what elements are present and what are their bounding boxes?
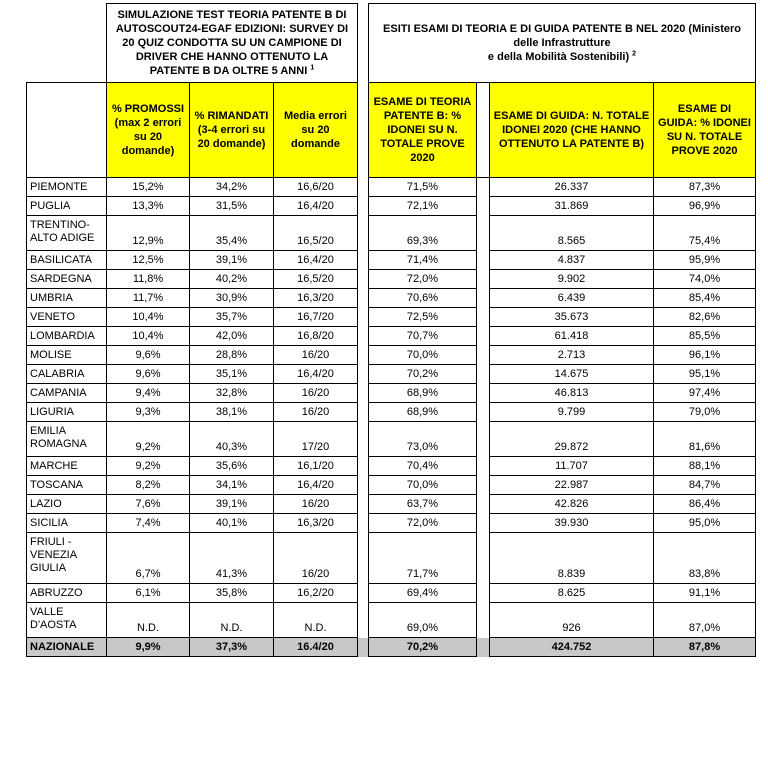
idonei-cell: 46.813 [490, 384, 654, 403]
region-cell: VENETO [27, 308, 107, 327]
rimandati-cell: 31,5% [190, 197, 274, 216]
gap-cell [358, 327, 369, 346]
guida-cell: 85,5% [654, 327, 756, 346]
teoria-cell: 63,7% [369, 495, 477, 514]
region-cell: SARDEGNA [27, 270, 107, 289]
media-cell: 16,6/20 [274, 178, 358, 197]
region-cell: CAMPANIA [27, 384, 107, 403]
idonei-cell: 22.987 [490, 476, 654, 495]
region-cell: MOLISE [27, 346, 107, 365]
gap-cell [477, 327, 490, 346]
rimandati-cell: 35,4% [190, 216, 274, 251]
promossi-cell: 9,6% [107, 346, 190, 365]
gap-cell [358, 514, 369, 533]
results-table [26, 3, 756, 657]
guida-cell: 86,4% [654, 495, 756, 514]
rimandati-cell: 42,0% [190, 327, 274, 346]
teoria-cell: 72,5% [369, 308, 477, 327]
media-cell: 16,5/20 [274, 270, 358, 289]
region-cell: LIGURIA [27, 403, 107, 422]
gap-cell [358, 457, 369, 476]
region-cell: TRENTINO-ALTO ADIGE [27, 216, 107, 251]
table-row [27, 289, 756, 308]
teoria-cell: 71,7% [369, 533, 477, 584]
rimandati-cell: 35,1% [190, 365, 274, 384]
promossi-cell: 9,2% [107, 422, 190, 457]
gap-cell [358, 346, 369, 365]
region-cell: FRIULI - VENEZIA GIULIA [27, 533, 107, 584]
gap-cell [358, 251, 369, 270]
idonei-cell: 9.902 [490, 270, 654, 289]
gap-cell [358, 384, 369, 403]
rimandati-cell: 40,3% [190, 422, 274, 457]
media-cell: 16/20 [274, 346, 358, 365]
media-cell: 16/20 [274, 403, 358, 422]
gap-cell [477, 197, 490, 216]
region-cell: CALABRIA [27, 365, 107, 384]
media-cell: 16,3/20 [274, 289, 358, 308]
gap-cell [477, 514, 490, 533]
col-idonei: ESAME DI GUIDA: N. TOTALE IDONEI 2020 (CHE HANNO OTTENUTO LA PATENTE B) [490, 83, 654, 178]
promossi-cell: 6,1% [107, 584, 190, 603]
media-cell: 16,2/20 [274, 584, 358, 603]
gap-cell [477, 251, 490, 270]
gap-cell [358, 495, 369, 514]
promossi-cell: 12,9% [107, 216, 190, 251]
rimandati-cell: 40,1% [190, 514, 274, 533]
promossi-cell: 7,6% [107, 495, 190, 514]
table-row [27, 384, 756, 403]
rimandati-cell: 35,8% [190, 584, 274, 603]
teoria-cell: 71,4% [369, 251, 477, 270]
idonei-cell: 8.565 [490, 216, 654, 251]
table-row [27, 216, 756, 251]
right-section-title: ESITI ESAMI DI TEORIA E DI GUIDA PATENTE B NEL 2020 (Ministero delle Infrastrutture e della Mobilità Sostenibili) $^2$ [369, 4, 756, 83]
idonei-cell: 6.439 [490, 289, 654, 308]
header-gap [358, 4, 369, 83]
region-cell: EMILIA ROMAGNA [27, 422, 107, 457]
rimandati-cell: 39,1% [190, 251, 274, 270]
gap-cell [477, 216, 490, 251]
guida-cell: 91,1% [654, 584, 756, 603]
idonei-cell: 11.707 [490, 457, 654, 476]
promossi-cell: 10,4% [107, 327, 190, 346]
promossi-cell: 9,3% [107, 403, 190, 422]
teoria-cell: 70,0% [369, 346, 477, 365]
teoria-cell: 70,7% [369, 327, 477, 346]
rimandati-cell: 35,6% [190, 457, 274, 476]
region-cell: LOMBARDIA [27, 327, 107, 346]
teoria-cell: 72,0% [369, 270, 477, 289]
media-cell: 16,4/20 [274, 251, 358, 270]
media-cell: 16,3/20 [274, 514, 358, 533]
region-cell: VALLE D'AOSTA [27, 603, 107, 638]
promossi-cell: 9,4% [107, 384, 190, 403]
gap-cell [358, 422, 369, 457]
table-row [27, 270, 756, 289]
gap-cell [477, 457, 490, 476]
guida-cell: 95,9% [654, 251, 756, 270]
idonei-cell: 31.869 [490, 197, 654, 216]
guida-cell: 87,0% [654, 603, 756, 638]
promossi-cell: 12,5% [107, 251, 190, 270]
idonei-cell: 14.675 [490, 365, 654, 384]
teoria-cell: 72,1% [369, 197, 477, 216]
teoria-cell: 71,5% [369, 178, 477, 197]
region-cell: MARCHE [27, 457, 107, 476]
media-cell: 16,7/20 [274, 308, 358, 327]
gap-cell [358, 403, 369, 422]
promossi-cell: 7,4% [107, 514, 190, 533]
table-row [27, 178, 756, 197]
gap-cell [477, 495, 490, 514]
gap-cell [358, 638, 369, 657]
rimandati-cell: 34,2% [190, 178, 274, 197]
idonei-cell: 9.799 [490, 403, 654, 422]
left-section-title: SIMULAZIONE TEST TEORIA PATENTE B DI AUTOSCOUT24-EGAF EDIZIONI: SURVEY DI 20 QUIZ CONDOTTA SU UN CAMPIONE DI DRIVER CHE HANNO OTTENUTO LA PATENTE B DA OLTRE 5 ANNI $^1$ [107, 4, 358, 83]
teoria-cell: 69,3% [369, 216, 477, 251]
media-cell: N.D. [274, 603, 358, 638]
teoria-cell: 73,0% [369, 422, 477, 457]
media-cell: 16/20 [274, 495, 358, 514]
table-row [27, 476, 756, 495]
guida-cell: 85,4% [654, 289, 756, 308]
gap-cell [477, 422, 490, 457]
region-cell: UMBRIA [27, 289, 107, 308]
column-header-row [27, 83, 756, 178]
idonei-cell: 8.625 [490, 584, 654, 603]
gap-cell [477, 384, 490, 403]
media-cell: 16.4/20 [274, 638, 358, 657]
idonei-cell: 35.673 [490, 308, 654, 327]
idonei-cell: 8.839 [490, 533, 654, 584]
idonei-cell: 926 [490, 603, 654, 638]
promossi-cell: 10,4% [107, 308, 190, 327]
media-cell: 16,1/20 [274, 457, 358, 476]
region-cell: TOSCANA [27, 476, 107, 495]
promossi-cell: 6,7% [107, 533, 190, 584]
column-spacer [477, 83, 490, 178]
teoria-cell: 68,9% [369, 384, 477, 403]
gap-cell [358, 289, 369, 308]
promossi-cell: 11,7% [107, 289, 190, 308]
idonei-cell: 42.826 [490, 495, 654, 514]
teoria-cell: 72,0% [369, 514, 477, 533]
gap-cell [358, 603, 369, 638]
gap-cell [477, 365, 490, 384]
media-cell: 16,5/20 [274, 216, 358, 251]
gap-cell [358, 178, 369, 197]
idonei-cell: 424.752 [490, 638, 654, 657]
gap-cell [477, 603, 490, 638]
table-row [27, 533, 756, 584]
col-guida: ESAME DI GUIDA: % IDONEI SU N. TOTALE PROVE 2020 [654, 83, 756, 178]
teoria-cell: 70,2% [369, 638, 477, 657]
rimandati-cell: 41,3% [190, 533, 274, 584]
promossi-cell: 13,3% [107, 197, 190, 216]
gap-cell [358, 216, 369, 251]
rimandati-cell: 30,9% [190, 289, 274, 308]
teoria-cell: 70,4% [369, 457, 477, 476]
guida-cell: 96,9% [654, 197, 756, 216]
gap-cell [477, 638, 490, 657]
gap-cell [477, 289, 490, 308]
table-row [27, 365, 756, 384]
national-row [27, 638, 756, 657]
media-cell: 16/20 [274, 384, 358, 403]
guida-cell: 84,7% [654, 476, 756, 495]
guida-cell: 97,4% [654, 384, 756, 403]
gap-cell [477, 270, 490, 289]
teoria-cell: 69,0% [369, 603, 477, 638]
region-cell: PIEMONTE [27, 178, 107, 197]
idonei-cell: 2.713 [490, 346, 654, 365]
gap-cell [358, 270, 369, 289]
promossi-cell: 8,2% [107, 476, 190, 495]
gap-cell [477, 403, 490, 422]
promossi-cell: 15,2% [107, 178, 190, 197]
teoria-cell: 70,2% [369, 365, 477, 384]
table-row [27, 603, 756, 638]
guida-cell: 87,3% [654, 178, 756, 197]
teoria-cell: 70,6% [369, 289, 477, 308]
rimandati-cell: 28,8% [190, 346, 274, 365]
table-row [27, 327, 756, 346]
guida-cell: 95,1% [654, 365, 756, 384]
promossi-cell: 9,2% [107, 457, 190, 476]
guida-cell: 81,6% [654, 422, 756, 457]
footnote-2: 2 [632, 50, 637, 58]
rimandati-cell: 34,1% [190, 476, 274, 495]
col-teoria: ESAME DI TEORIA PATENTE B: % IDONEI SU N. TOTALE PROVE 2020 [369, 83, 477, 178]
promossi-cell: N.D. [107, 603, 190, 638]
idonei-cell: 26.337 [490, 178, 654, 197]
media-cell: 16/20 [274, 533, 358, 584]
gap-cell [358, 476, 369, 495]
guida-cell: 95,0% [654, 514, 756, 533]
guida-cell: 88,1% [654, 457, 756, 476]
guida-cell: 87,8% [654, 638, 756, 657]
region-cell: PUGLIA [27, 197, 107, 216]
region-cell: LAZIO [27, 495, 107, 514]
col-rimandati: % RIMANDATI (3-4 errori su 20 domande) [190, 83, 274, 178]
gap-cell [358, 533, 369, 584]
teoria-cell: 69,4% [369, 584, 477, 603]
gap-cell [477, 178, 490, 197]
table-row [27, 251, 756, 270]
col-media: Media errori su 20 domande [274, 83, 358, 178]
footnote-1: 1 [310, 64, 315, 72]
col-promossi: % PROMOSSI (max 2 errori su 20 domande) [107, 83, 190, 178]
region-cell: ABRUZZO [27, 584, 107, 603]
region-cell: BASILICATA [27, 251, 107, 270]
guida-cell: 75,4% [654, 216, 756, 251]
guida-cell: 83,8% [654, 533, 756, 584]
gap-cell [477, 533, 490, 584]
rimandati-cell: 39,1% [190, 495, 274, 514]
media-cell: 17/20 [274, 422, 358, 457]
media-cell: 16,8/20 [274, 327, 358, 346]
table-row [27, 457, 756, 476]
gap-cell [477, 584, 490, 603]
table-row [27, 422, 756, 457]
promossi-cell: 9,9% [107, 638, 190, 657]
header-corner [27, 4, 107, 83]
idonei-cell: 39.930 [490, 514, 654, 533]
gap-cell [477, 346, 490, 365]
gap-cell [477, 476, 490, 495]
gap-cell [358, 584, 369, 603]
idonei-cell: 4.837 [490, 251, 654, 270]
table-row [27, 495, 756, 514]
rimandati-cell: 38,1% [190, 403, 274, 422]
guida-cell: 82,6% [654, 308, 756, 327]
media-cell: 16,4/20 [274, 476, 358, 495]
rimandati-cell: 35,7% [190, 308, 274, 327]
table-row [27, 584, 756, 603]
rimandati-cell: N.D. [190, 603, 274, 638]
promossi-cell: 11,8% [107, 270, 190, 289]
media-cell: 16,4/20 [274, 365, 358, 384]
guida-cell: 74,0% [654, 270, 756, 289]
media-cell: 16,4/20 [274, 197, 358, 216]
region-column-header [27, 83, 107, 178]
table-row [27, 197, 756, 216]
table-row [27, 308, 756, 327]
column-gap [358, 83, 369, 178]
gap-cell [358, 197, 369, 216]
idonei-cell: 29.872 [490, 422, 654, 457]
header-row [27, 4, 756, 83]
table-row [27, 346, 756, 365]
table-row [27, 403, 756, 422]
rimandati-cell: 37,3% [190, 638, 274, 657]
rimandati-cell: 32,8% [190, 384, 274, 403]
table-body [27, 178, 756, 657]
region-cell: NAZIONALE [27, 638, 107, 657]
teoria-cell: 68,9% [369, 403, 477, 422]
teoria-cell: 70,0% [369, 476, 477, 495]
guida-cell: 79,0% [654, 403, 756, 422]
region-cell: SICILIA [27, 514, 107, 533]
idonei-cell: 61.418 [490, 327, 654, 346]
gap-cell [477, 308, 490, 327]
gap-cell [358, 365, 369, 384]
rimandati-cell: 40,2% [190, 270, 274, 289]
table-row [27, 514, 756, 533]
guida-cell: 96,1% [654, 346, 756, 365]
gap-cell [358, 308, 369, 327]
promossi-cell: 9,6% [107, 365, 190, 384]
